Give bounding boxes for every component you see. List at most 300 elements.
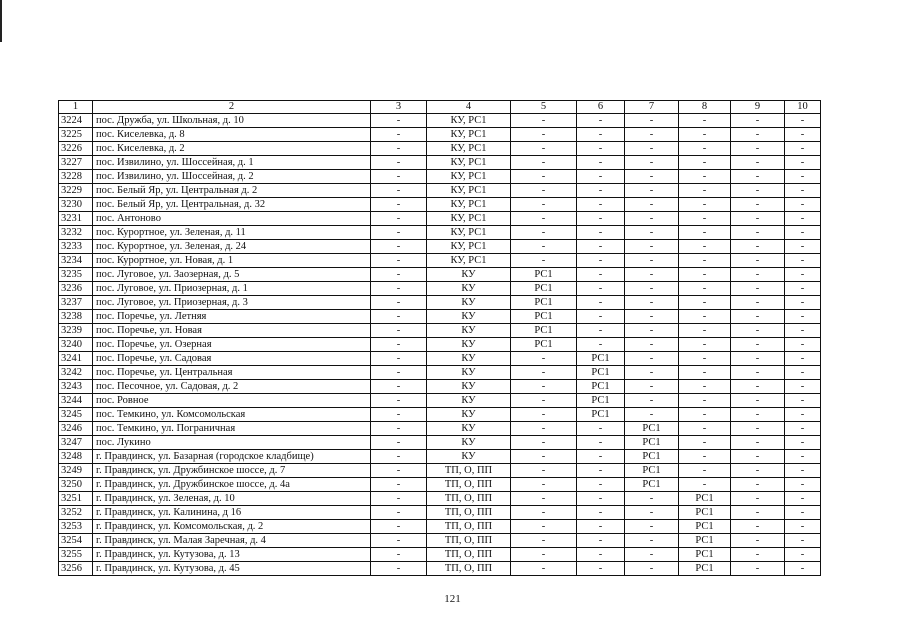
value-cell: КУ (427, 282, 511, 296)
value-cell: - (577, 478, 625, 492)
value-cell: РС1 (679, 548, 731, 562)
column-header-3: 3 (371, 101, 427, 114)
row-number-cell: 3244 (59, 394, 93, 408)
value-cell: - (785, 226, 821, 240)
value-cell: - (625, 114, 679, 128)
row-number-cell: 3245 (59, 408, 93, 422)
value-cell: - (625, 240, 679, 254)
value-cell: - (371, 114, 427, 128)
value-cell: - (625, 408, 679, 422)
row-number-cell: 3228 (59, 170, 93, 184)
value-cell: - (785, 436, 821, 450)
value-cell: - (511, 142, 577, 156)
header-row (59, 101, 821, 114)
value-cell: - (511, 366, 577, 380)
value-cell: - (731, 184, 785, 198)
value-cell: ТП, О, ПП (427, 562, 511, 576)
value-cell: - (371, 282, 427, 296)
value-cell: - (625, 352, 679, 366)
table-row (59, 296, 821, 310)
value-cell: - (625, 534, 679, 548)
value-cell: - (371, 170, 427, 184)
value-cell: - (679, 226, 731, 240)
address-cell: пос. Ровное (93, 394, 371, 408)
value-cell: - (679, 114, 731, 128)
value-cell: - (785, 114, 821, 128)
value-cell: КУ (427, 394, 511, 408)
value-cell: - (577, 520, 625, 534)
value-cell: - (511, 548, 577, 562)
value-cell: - (625, 548, 679, 562)
value-cell: - (625, 506, 679, 520)
table-row (59, 268, 821, 282)
value-cell: - (577, 254, 625, 268)
value-cell: - (785, 520, 821, 534)
value-cell: - (625, 142, 679, 156)
value-cell: РС1 (625, 478, 679, 492)
value-cell: - (371, 310, 427, 324)
value-cell: - (785, 366, 821, 380)
address-cell: пос. Белый Яр, ул. Центральная д. 2 (93, 184, 371, 198)
value-cell: - (731, 436, 785, 450)
value-cell: - (371, 436, 427, 450)
value-cell: - (577, 436, 625, 450)
row-number-cell: 3230 (59, 198, 93, 212)
value-cell: - (511, 226, 577, 240)
address-cell: пос. Киселевка, д. 8 (93, 128, 371, 142)
value-cell: - (731, 310, 785, 324)
table-row (59, 240, 821, 254)
value-cell: - (371, 366, 427, 380)
value-cell: - (679, 212, 731, 226)
value-cell: - (511, 534, 577, 548)
value-cell: - (371, 142, 427, 156)
value-cell: - (679, 478, 731, 492)
value-cell: РС1 (511, 324, 577, 338)
row-number-cell: 3237 (59, 296, 93, 310)
value-cell: - (679, 128, 731, 142)
value-cell: - (577, 156, 625, 170)
value-cell: - (679, 156, 731, 170)
value-cell: - (679, 254, 731, 268)
value-cell: - (679, 142, 731, 156)
value-cell: РС1 (511, 310, 577, 324)
value-cell: - (785, 324, 821, 338)
table-row (59, 142, 821, 156)
table-row (59, 254, 821, 268)
value-cell: - (577, 240, 625, 254)
value-cell: - (511, 240, 577, 254)
value-cell: - (371, 324, 427, 338)
value-cell: - (731, 548, 785, 562)
value-cell: - (731, 352, 785, 366)
address-cell: пос. Курортное, ул. Зеленая, д. 11 (93, 226, 371, 240)
value-cell: КУ, РС1 (427, 254, 511, 268)
address-cell: пос. Курортное, ул. Новая, д. 1 (93, 254, 371, 268)
value-cell: - (511, 492, 577, 506)
value-cell: - (679, 394, 731, 408)
value-cell: - (625, 254, 679, 268)
value-cell: - (371, 422, 427, 436)
row-number-cell: 3248 (59, 450, 93, 464)
value-cell: - (371, 394, 427, 408)
value-cell: - (731, 282, 785, 296)
value-cell: - (371, 226, 427, 240)
value-cell: - (785, 338, 821, 352)
value-cell: - (625, 268, 679, 282)
value-cell: - (371, 534, 427, 548)
value-cell: - (785, 548, 821, 562)
value-cell: - (577, 268, 625, 282)
value-cell: - (577, 450, 625, 464)
value-cell: КУ, РС1 (427, 240, 511, 254)
address-cell: пос. Луговое, ул. Заозерная, д. 5 (93, 268, 371, 282)
value-cell: - (785, 352, 821, 366)
value-cell: - (731, 394, 785, 408)
table-row (59, 506, 821, 520)
address-cell: пос. Киселевка, д. 2 (93, 142, 371, 156)
value-cell: - (679, 338, 731, 352)
value-cell: - (785, 478, 821, 492)
value-cell: - (731, 450, 785, 464)
value-cell: - (371, 128, 427, 142)
value-cell: - (785, 506, 821, 520)
value-cell: - (577, 422, 625, 436)
value-cell: - (625, 128, 679, 142)
value-cell: - (785, 450, 821, 464)
value-cell: - (679, 296, 731, 310)
value-cell: - (625, 170, 679, 184)
table-row (59, 422, 821, 436)
value-cell: - (511, 562, 577, 576)
address-cell: г. Правдинск, ул. Дружбинское шоссе, д. 4а (93, 478, 371, 492)
address-cell: г. Правдинск, ул. Малая Заречная, д. 4 (93, 534, 371, 548)
value-cell: - (577, 562, 625, 576)
row-number-cell: 3249 (59, 464, 93, 478)
value-cell: - (511, 464, 577, 478)
value-cell: - (731, 366, 785, 380)
table-row (59, 324, 821, 338)
value-cell: - (511, 170, 577, 184)
value-cell: - (511, 506, 577, 520)
table-row (59, 450, 821, 464)
value-cell: - (625, 380, 679, 394)
value-cell: - (785, 142, 821, 156)
value-cell: - (511, 198, 577, 212)
value-cell: - (679, 366, 731, 380)
value-cell: КУ (427, 422, 511, 436)
value-cell: - (511, 394, 577, 408)
value-cell: КУ (427, 324, 511, 338)
value-cell: - (371, 352, 427, 366)
address-cell: пос. Песочное, ул. Садовая, д. 2 (93, 380, 371, 394)
address-cell: пос. Поречье, ул. Садовая (93, 352, 371, 366)
value-cell: РС1 (511, 338, 577, 352)
address-cell: г. Правдинск, ул. Зеленая, д. 10 (93, 492, 371, 506)
value-cell: - (679, 184, 731, 198)
value-cell: - (731, 380, 785, 394)
value-cell: КУ, РС1 (427, 114, 511, 128)
value-cell: - (625, 338, 679, 352)
value-cell: - (371, 450, 427, 464)
address-cell: пос. Курортное, ул. Зеленая, д. 24 (93, 240, 371, 254)
column-header-10: 10 (785, 101, 821, 114)
value-cell: - (679, 422, 731, 436)
value-cell: - (731, 408, 785, 422)
row-number-cell: 3236 (59, 282, 93, 296)
table-row (59, 310, 821, 324)
value-cell: - (679, 240, 731, 254)
value-cell: КУ, РС1 (427, 142, 511, 156)
value-cell: КУ, РС1 (427, 170, 511, 184)
table-row (59, 520, 821, 534)
value-cell: ТП, О, ПП (427, 478, 511, 492)
value-cell: - (371, 212, 427, 226)
address-cell: пос. Антоново (93, 212, 371, 226)
value-cell: РС1 (679, 534, 731, 548)
value-cell: РС1 (679, 520, 731, 534)
row-number-cell: 3227 (59, 156, 93, 170)
value-cell: КУ (427, 352, 511, 366)
value-cell: - (577, 282, 625, 296)
table-row (59, 212, 821, 226)
value-cell: - (731, 128, 785, 142)
value-cell: - (577, 338, 625, 352)
value-cell: - (731, 562, 785, 576)
value-cell: - (679, 436, 731, 450)
value-cell: КУ (427, 366, 511, 380)
value-cell: - (577, 198, 625, 212)
table-row (59, 562, 821, 576)
value-cell: - (371, 156, 427, 170)
column-header-8: 8 (679, 101, 731, 114)
value-cell: - (625, 562, 679, 576)
value-cell: ТП, О, ПП (427, 534, 511, 548)
value-cell: - (731, 520, 785, 534)
value-cell: - (731, 534, 785, 548)
value-cell: - (371, 338, 427, 352)
row-number-cell: 3241 (59, 352, 93, 366)
value-cell: - (785, 310, 821, 324)
value-cell: - (577, 324, 625, 338)
value-cell: - (785, 492, 821, 506)
value-cell: - (511, 478, 577, 492)
row-number-cell: 3251 (59, 492, 93, 506)
value-cell: - (371, 548, 427, 562)
value-cell: РС1 (577, 408, 625, 422)
value-cell: ТП, О, ПП (427, 548, 511, 562)
column-header-1: 1 (59, 101, 93, 114)
value-cell: - (577, 296, 625, 310)
address-cell: пос. Поречье, ул. Центральная (93, 366, 371, 380)
value-cell: - (679, 170, 731, 184)
value-cell: КУ (427, 296, 511, 310)
column-header-6: 6 (577, 101, 625, 114)
value-cell: - (625, 226, 679, 240)
value-cell: - (371, 520, 427, 534)
value-cell: - (785, 254, 821, 268)
table-row (59, 366, 821, 380)
value-cell: КУ (427, 380, 511, 394)
address-cell: пос. Поречье, ул. Летняя (93, 310, 371, 324)
value-cell: КУ, РС1 (427, 128, 511, 142)
value-cell: - (785, 212, 821, 226)
value-cell: - (625, 156, 679, 170)
address-cell: пос. Луговое, ул. Приозерная, д. 3 (93, 296, 371, 310)
value-cell: - (679, 380, 731, 394)
value-cell: - (731, 254, 785, 268)
column-header-4: 4 (427, 101, 511, 114)
value-cell: - (785, 422, 821, 436)
value-cell: - (371, 296, 427, 310)
value-cell: - (371, 268, 427, 282)
value-cell: РС1 (625, 436, 679, 450)
value-cell: РС1 (679, 562, 731, 576)
value-cell: - (371, 240, 427, 254)
value-cell: - (511, 436, 577, 450)
row-number-cell: 3246 (59, 422, 93, 436)
value-cell: - (679, 282, 731, 296)
value-cell: - (511, 184, 577, 198)
value-cell: ТП, О, ПП (427, 520, 511, 534)
value-cell: - (731, 506, 785, 520)
value-cell: - (731, 492, 785, 506)
value-cell: - (731, 156, 785, 170)
value-cell: - (785, 296, 821, 310)
table-row (59, 394, 821, 408)
table-body (59, 114, 821, 576)
value-cell: - (625, 366, 679, 380)
value-cell: - (511, 450, 577, 464)
table-row (59, 436, 821, 450)
value-cell: РС1 (625, 450, 679, 464)
value-cell: КУ, РС1 (427, 184, 511, 198)
table-row (59, 352, 821, 366)
address-cell: г. Правдинск, ул. Комсомольская, д. 2 (93, 520, 371, 534)
address-cell: г. Правдинск, ул. Кутузова, д. 13 (93, 548, 371, 562)
value-cell: РС1 (577, 394, 625, 408)
value-cell: РС1 (625, 422, 679, 436)
table-row (59, 198, 821, 212)
value-cell: РС1 (577, 380, 625, 394)
table-row (59, 492, 821, 506)
row-number-cell: 3253 (59, 520, 93, 534)
value-cell: РС1 (679, 506, 731, 520)
value-cell: - (625, 296, 679, 310)
value-cell: - (731, 226, 785, 240)
value-cell: - (785, 240, 821, 254)
address-cell: пос. Дружба, ул. Школьная, д. 10 (93, 114, 371, 128)
value-cell: - (785, 184, 821, 198)
value-cell: - (577, 506, 625, 520)
value-cell: - (679, 450, 731, 464)
value-cell: - (577, 114, 625, 128)
value-cell: КУ (427, 268, 511, 282)
table-row (59, 226, 821, 240)
data-table (58, 100, 821, 576)
value-cell: - (371, 198, 427, 212)
table-row (59, 464, 821, 478)
row-number-cell: 3231 (59, 212, 93, 226)
row-number-cell: 3225 (59, 128, 93, 142)
row-number-cell: 3234 (59, 254, 93, 268)
value-cell: - (679, 310, 731, 324)
value-cell: - (371, 408, 427, 422)
row-number-cell: 3226 (59, 142, 93, 156)
value-cell: КУ, РС1 (427, 198, 511, 212)
value-cell: КУ, РС1 (427, 156, 511, 170)
value-cell: - (511, 156, 577, 170)
value-cell: - (371, 380, 427, 394)
value-cell: - (511, 408, 577, 422)
address-cell: г. Правдинск, ул. Калинина, д 16 (93, 506, 371, 520)
row-number-cell: 3233 (59, 240, 93, 254)
address-cell: г. Правдинск, ул. Кутузова, д. 45 (93, 562, 371, 576)
row-number-cell: 3238 (59, 310, 93, 324)
value-cell: РС1 (679, 492, 731, 506)
value-cell: - (731, 114, 785, 128)
value-cell: - (679, 268, 731, 282)
value-cell: - (679, 352, 731, 366)
table-row (59, 128, 821, 142)
row-number-cell: 3224 (59, 114, 93, 128)
value-cell: - (511, 520, 577, 534)
address-cell: пос. Извилино, ул. Шоссейная, д. 1 (93, 156, 371, 170)
value-cell: РС1 (511, 268, 577, 282)
value-cell: ТП, О, ПП (427, 492, 511, 506)
value-cell: - (731, 212, 785, 226)
value-cell: РС1 (511, 296, 577, 310)
value-cell: КУ (427, 310, 511, 324)
value-cell: - (511, 422, 577, 436)
value-cell: РС1 (511, 282, 577, 296)
value-cell: - (785, 128, 821, 142)
column-header-7: 7 (625, 101, 679, 114)
value-cell: ТП, О, ПП (427, 464, 511, 478)
address-cell: пос. Белый Яр, ул. Центральная, д. 32 (93, 198, 371, 212)
value-cell: - (785, 198, 821, 212)
table-row (59, 548, 821, 562)
value-cell: - (625, 324, 679, 338)
value-cell: - (731, 268, 785, 282)
value-cell: КУ, РС1 (427, 226, 511, 240)
value-cell: - (577, 534, 625, 548)
value-cell: - (371, 562, 427, 576)
row-number-cell: 3239 (59, 324, 93, 338)
table-row (59, 338, 821, 352)
row-number-cell: 3250 (59, 478, 93, 492)
value-cell: - (511, 254, 577, 268)
value-cell: КУ, РС1 (427, 212, 511, 226)
value-cell: - (625, 492, 679, 506)
address-cell: пос. Темкино, ул. Пограничная (93, 422, 371, 436)
value-cell: - (785, 170, 821, 184)
table-row (59, 156, 821, 170)
value-cell: - (625, 520, 679, 534)
column-header-2: 2 (93, 101, 371, 114)
value-cell: РС1 (577, 352, 625, 366)
value-cell: - (577, 464, 625, 478)
value-cell: - (577, 170, 625, 184)
value-cell: - (785, 282, 821, 296)
table-row (59, 408, 821, 422)
row-number-cell: 3256 (59, 562, 93, 576)
value-cell: - (371, 254, 427, 268)
value-cell: - (785, 562, 821, 576)
value-cell: РС1 (577, 366, 625, 380)
value-cell: - (625, 310, 679, 324)
value-cell: - (371, 464, 427, 478)
